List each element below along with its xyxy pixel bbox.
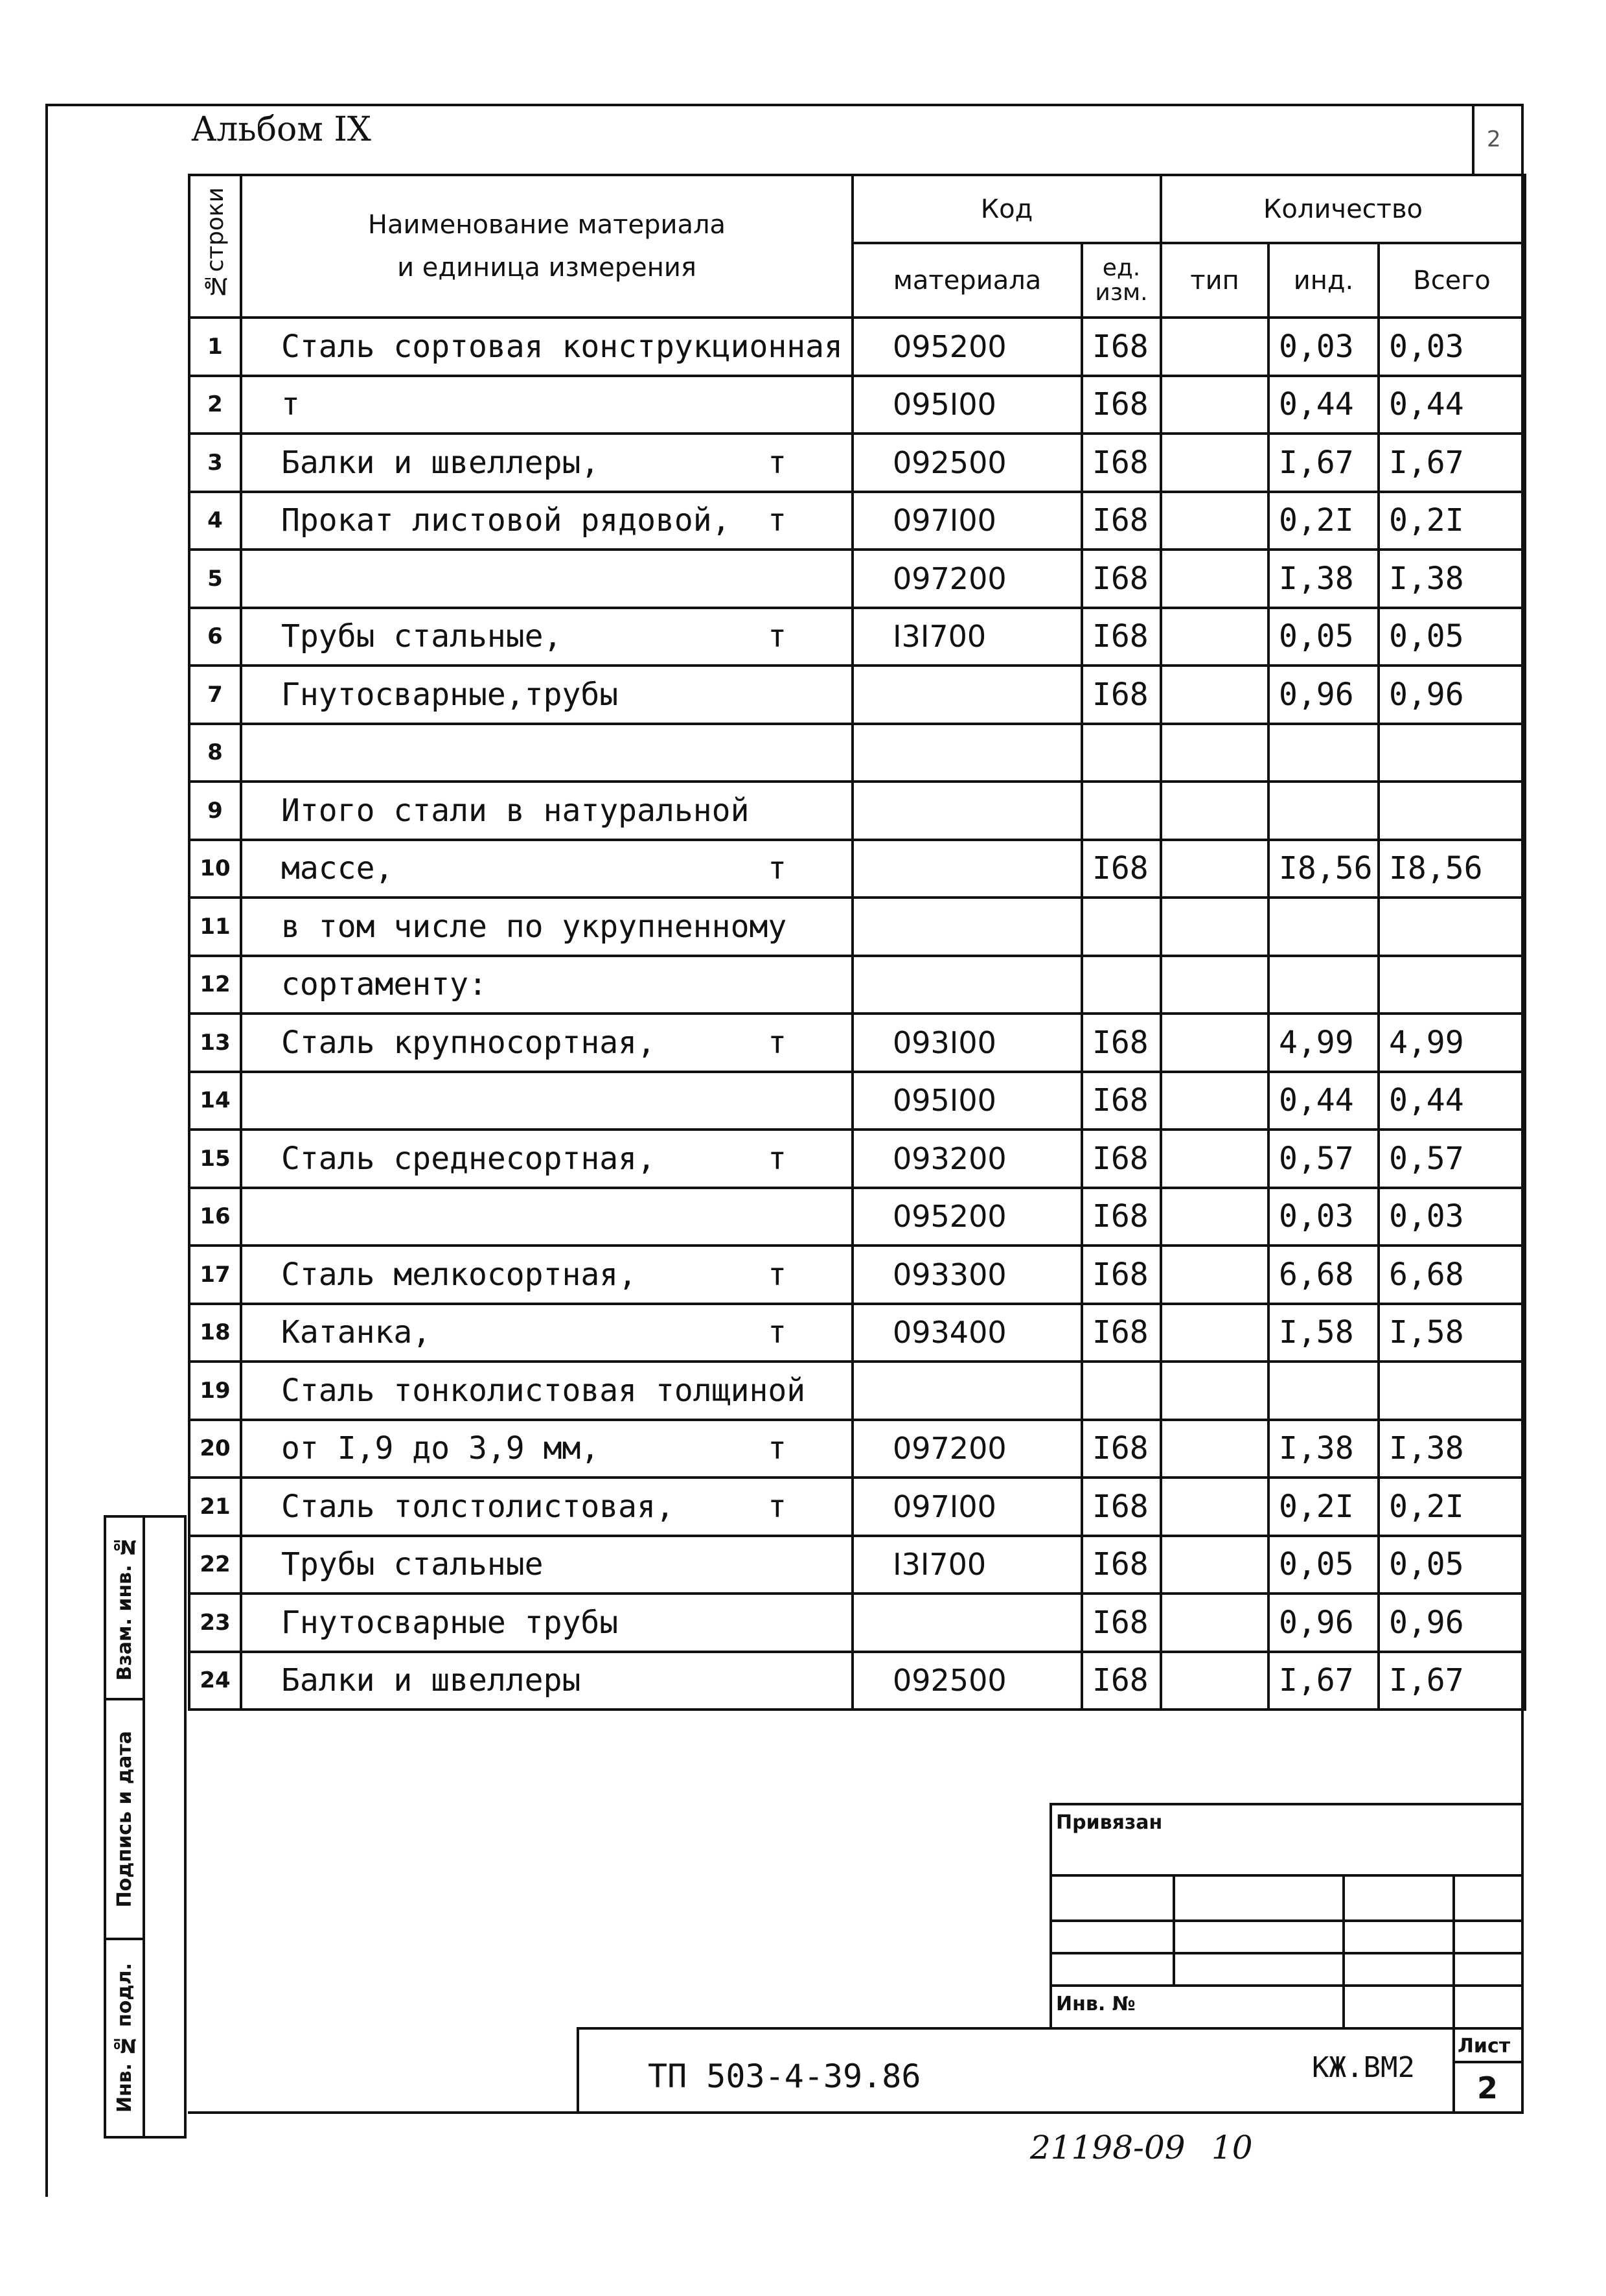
row-number: 3 (189, 434, 241, 492)
tb-main-top (577, 2027, 1524, 2030)
row-number: 8 (189, 724, 241, 782)
qty-ind: 0,03 (1268, 318, 1379, 376)
qty-total: 0,96 (1379, 666, 1525, 724)
material-name (241, 898, 853, 956)
frame-top (45, 104, 1524, 106)
qty-total: 0,44 (1379, 1072, 1525, 1130)
materials-table (188, 174, 1526, 1711)
material-name (241, 1304, 853, 1362)
qty-type (1161, 1014, 1268, 1072)
material-name-text: Сталь среднесортная, (281, 1140, 656, 1177)
row-number: 2 (189, 376, 241, 434)
material-code: 097I00 (853, 1478, 1082, 1536)
material-code: 095I00 (853, 1072, 1082, 1130)
code-header: Код (853, 175, 1161, 243)
material-code (853, 724, 1082, 782)
doc-number: ТП 503-4-39.86 (648, 2058, 921, 2095)
material-code (853, 840, 1082, 898)
qty-type (1161, 1594, 1268, 1652)
material-name (241, 1072, 853, 1130)
code-material-header: материала (853, 243, 1082, 318)
material-name-text: в том числе по укрупненному (281, 908, 787, 945)
qty-ind: 0,57 (1268, 1130, 1379, 1188)
material-name-text: Сталь сортовая конструкционная (281, 328, 843, 365)
qty-type (1161, 1188, 1268, 1246)
unit-code: I68 (1082, 1188, 1161, 1246)
row-number: 5 (189, 550, 241, 608)
table-row (189, 1362, 1525, 1420)
quantity-header: Количество (1161, 175, 1525, 243)
qty-ind (1268, 1362, 1379, 1420)
row-number: 23 (189, 1594, 241, 1652)
inv-orig-label: Инв. № подл. (113, 1963, 136, 2113)
row-number: 9 (189, 782, 241, 840)
qty-total: 0,05 (1379, 608, 1525, 666)
qty-type (1161, 492, 1268, 550)
qty-type (1161, 1130, 1268, 1188)
corner-box-line (1472, 104, 1474, 174)
qty-total (1379, 898, 1525, 956)
row-number: 10 (189, 840, 241, 898)
unit-code: I68 (1082, 318, 1161, 376)
table-row (189, 1072, 1525, 1130)
material-name (241, 318, 853, 376)
qty-type-header: тип (1161, 243, 1268, 318)
qty-total: I,67 (1379, 434, 1525, 492)
side-stamp (104, 1515, 187, 2139)
material-code: 095I00 (853, 376, 1082, 434)
material-code (853, 782, 1082, 840)
unit-code: I68 (1082, 840, 1161, 898)
material-name (241, 608, 853, 666)
qty-total: 0,05 (1379, 1536, 1525, 1594)
tb-main-left (577, 2027, 579, 2114)
row-number: 18 (189, 1304, 241, 1362)
unit-code: I68 (1082, 1130, 1161, 1188)
material-name (241, 666, 853, 724)
qty-type (1161, 840, 1268, 898)
material-name (241, 1362, 853, 1420)
qty-type (1161, 956, 1268, 1014)
material-name (241, 1536, 853, 1594)
unit-code: I68 (1082, 492, 1161, 550)
material-code: 097200 (853, 1420, 1082, 1478)
sign-date-cell (106, 1700, 145, 1940)
qty-total: 0,03 (1379, 1188, 1525, 1246)
qty-total: 0,2I (1379, 492, 1525, 550)
bound-label: Привязан (1056, 1811, 1163, 1834)
material-code (853, 666, 1082, 724)
material-unit: т (768, 444, 786, 481)
qty-type (1161, 318, 1268, 376)
qty-type (1161, 724, 1268, 782)
unit-code: I68 (1082, 550, 1161, 608)
qty-type (1161, 1072, 1268, 1130)
row-number: 16 (189, 1188, 241, 1246)
material-name (241, 434, 853, 492)
qty-type (1161, 782, 1268, 840)
table-row (189, 956, 1525, 1014)
qty-type (1161, 1362, 1268, 1420)
material-name (241, 376, 853, 434)
material-unit: т (768, 1024, 786, 1061)
material-code: 093300 (853, 1246, 1082, 1304)
row-number: 21 (189, 1478, 241, 1536)
material-unit: т (768, 1314, 786, 1351)
qty-total: 0,96 (1379, 1594, 1525, 1652)
material-name-text: от I,9 до 3,9 мм, (281, 1430, 600, 1467)
material-code: 097200 (853, 550, 1082, 608)
row-number: 19 (189, 1362, 241, 1420)
table-row (189, 840, 1525, 898)
unit-code: I68 (1082, 1478, 1161, 1536)
table-row (189, 898, 1525, 956)
qty-type (1161, 434, 1268, 492)
material-unit: т (768, 850, 786, 887)
material-code: 095200 (853, 1188, 1082, 1246)
table-row (189, 1130, 1525, 1188)
material-unit: т (768, 1140, 786, 1177)
material-name (241, 1130, 853, 1188)
material-name-text: Сталь мелкосортная, (281, 1256, 637, 1293)
qty-total: 0,2I (1379, 1478, 1525, 1536)
qty-type (1161, 550, 1268, 608)
qty-ind: 0,05 (1268, 1536, 1379, 1594)
qty-total (1379, 724, 1525, 782)
row-number: 6 (189, 608, 241, 666)
frame-bottom (188, 2111, 1524, 2114)
material-name-text: Трубы стальные (281, 1546, 544, 1583)
qty-total-header: Всего (1379, 243, 1525, 318)
material-name-text: Гнутосварные трубы (281, 1604, 619, 1641)
material-name (241, 1478, 853, 1536)
row-number: 1 (189, 318, 241, 376)
material-name-text: Балки и швеллеры, (281, 444, 600, 481)
qty-type (1161, 1420, 1268, 1478)
corner-mark: 2 (1487, 126, 1501, 152)
table-row (189, 1594, 1525, 1652)
row-number: 7 (189, 666, 241, 724)
qty-ind (1268, 898, 1379, 956)
qty-type (1161, 666, 1268, 724)
table-row (189, 1188, 1525, 1246)
table-row (189, 608, 1525, 666)
table-row (189, 1478, 1525, 1536)
material-name-text: Трубы стальные, (281, 618, 562, 655)
unit-code (1082, 782, 1161, 840)
unit-code: I68 (1082, 1072, 1161, 1130)
unit-code: I68 (1082, 608, 1161, 666)
unit-code: I68 (1082, 1246, 1161, 1304)
material-unit: т (768, 1430, 786, 1467)
archive-number: 21198-09 (1030, 2129, 1186, 2166)
qty-ind: 0,03 (1268, 1188, 1379, 1246)
material-name-text: Итого стали в натуральной (281, 792, 750, 829)
qty-type (1161, 1246, 1268, 1304)
material-unit: т (768, 1256, 786, 1293)
material-name (241, 1420, 853, 1478)
qty-total: I,58 (1379, 1304, 1525, 1362)
material-code: I3I700 (853, 608, 1082, 666)
qty-ind (1268, 956, 1379, 1014)
qty-ind: I8,56 (1268, 840, 1379, 898)
material-code: 093400 (853, 1304, 1082, 1362)
qty-ind: 0,96 (1268, 1594, 1379, 1652)
unit-code: I68 (1082, 1652, 1161, 1710)
row-number: 13 (189, 1014, 241, 1072)
sign-date-label: Подпись и дата (113, 1730, 136, 1908)
qty-type (1161, 898, 1268, 956)
qty-ind: I,67 (1268, 1652, 1379, 1710)
unit-code (1082, 724, 1161, 782)
material-name (241, 1246, 853, 1304)
qty-type (1161, 1536, 1268, 1594)
qty-ind: 0,44 (1268, 376, 1379, 434)
row-number: 20 (189, 1420, 241, 1478)
material-name-text: массе, (281, 850, 394, 887)
material-code (853, 956, 1082, 1014)
qty-ind: I,67 (1268, 434, 1379, 492)
qty-total (1379, 782, 1525, 840)
replace-inv-cell (106, 1518, 145, 1700)
material-code: 095200 (853, 318, 1082, 376)
tb-v1 (1173, 1874, 1175, 1987)
unit-code: I68 (1082, 1536, 1161, 1594)
qty-ind: 0,05 (1268, 608, 1379, 666)
row-number: 15 (189, 1130, 241, 1188)
row-number: 12 (189, 956, 241, 1014)
qty-total (1379, 1362, 1525, 1420)
table-row (189, 492, 1525, 550)
page-number: 10 (1211, 2129, 1253, 2166)
qty-ind: I,38 (1268, 1420, 1379, 1478)
material-code: 093200 (853, 1130, 1082, 1188)
unit-code (1082, 898, 1161, 956)
material-name (241, 492, 853, 550)
material-name-text: т (281, 386, 300, 423)
qty-ind: 0,2I (1268, 1478, 1379, 1536)
material-name (241, 782, 853, 840)
tb-bound-top (1050, 1803, 1524, 1805)
code-unit-header: ед. изм. (1082, 243, 1161, 318)
qty-ind: I,38 (1268, 550, 1379, 608)
material-code: 097I00 (853, 492, 1082, 550)
material-name-text: Прокат листовой рядовой, (281, 502, 731, 539)
qty-total: I,67 (1379, 1652, 1525, 1710)
qty-total: I8,56 (1379, 840, 1525, 898)
qty-type (1161, 1478, 1268, 1536)
qty-total: 0,57 (1379, 1130, 1525, 1188)
material-code: 092500 (853, 434, 1082, 492)
row-number: 4 (189, 492, 241, 550)
qty-total: 6,68 (1379, 1246, 1525, 1304)
table-row (189, 550, 1525, 608)
tb-v2 (1342, 1874, 1345, 2030)
table-row (189, 434, 1525, 492)
table-row (189, 1652, 1525, 1710)
table-row (189, 724, 1525, 782)
material-code (853, 898, 1082, 956)
qty-ind: 0,2I (1268, 492, 1379, 550)
material-code: 092500 (853, 1652, 1082, 1710)
qty-ind: 0,44 (1268, 1072, 1379, 1130)
qty-total: 0,03 (1379, 318, 1525, 376)
name-header: Наименование материала и единица измерения (241, 175, 853, 318)
material-name (241, 956, 853, 1014)
qty-ind: 6,68 (1268, 1246, 1379, 1304)
doc-mark: КЖ.ВМ2 (1312, 2051, 1415, 2084)
unit-code: I68 (1082, 1420, 1161, 1478)
table-row (189, 782, 1525, 840)
frame-left (45, 104, 48, 2197)
unit-code: I68 (1082, 666, 1161, 724)
row-number: 22 (189, 1536, 241, 1594)
material-name-text: Катанка, (281, 1314, 431, 1351)
material-unit: т (768, 502, 786, 539)
table-row (189, 1536, 1525, 1594)
material-name (241, 724, 853, 782)
qty-type (1161, 1304, 1268, 1362)
tb-sheet-sep (1452, 2061, 1524, 2063)
rows-header: №строки (189, 175, 241, 318)
unit-code (1082, 1362, 1161, 1420)
table-row (189, 1014, 1525, 1072)
qty-total: I,38 (1379, 1420, 1525, 1478)
material-name-text: Гнутосварные,трубы (281, 676, 619, 713)
material-name-text: Сталь тонколистовая толщиной (281, 1372, 806, 1409)
qty-ind: 4,99 (1268, 1014, 1379, 1072)
unit-code: I68 (1082, 1594, 1161, 1652)
row-number: 17 (189, 1246, 241, 1304)
qty-type (1161, 376, 1268, 434)
replace-inv-label: Взам. инв. № (113, 1535, 136, 1681)
material-code (853, 1362, 1082, 1420)
material-name-text: сортаменту: (281, 966, 487, 1003)
material-unit: т (768, 1488, 786, 1525)
album-title: Альбом IX (191, 110, 371, 149)
sheet-number: 2 (1477, 2070, 1498, 2105)
material-name (241, 840, 853, 898)
unit-code (1082, 956, 1161, 1014)
qty-type (1161, 608, 1268, 666)
qty-ind (1268, 724, 1379, 782)
material-name (241, 1652, 853, 1710)
table-row (189, 1304, 1525, 1362)
table-row (189, 318, 1525, 376)
tb-v3 (1452, 1874, 1455, 2114)
material-name (241, 1014, 853, 1072)
material-code (853, 1594, 1082, 1652)
material-unit: т (768, 618, 786, 655)
material-name (241, 1594, 853, 1652)
material-name-text: Балки и швеллеры (281, 1662, 581, 1699)
material-code: I3I700 (853, 1536, 1082, 1594)
qty-ind (1268, 782, 1379, 840)
material-name (241, 1188, 853, 1246)
unit-code: I68 (1082, 434, 1161, 492)
tb-bound-left (1050, 1803, 1052, 2030)
qty-ind: 0,96 (1268, 666, 1379, 724)
row-number: 11 (189, 898, 241, 956)
material-name-text: Сталь крупносортная, (281, 1024, 656, 1061)
qty-ind: I,58 (1268, 1304, 1379, 1362)
table-row (189, 1420, 1525, 1478)
qty-total (1379, 956, 1525, 1014)
qty-total: I,38 (1379, 550, 1525, 608)
inv-orig-cell (106, 1940, 145, 2136)
material-code: 093I00 (853, 1014, 1082, 1072)
table-row (189, 666, 1525, 724)
table-row (189, 376, 1525, 434)
unit-code: I68 (1082, 376, 1161, 434)
qty-total: 0,44 (1379, 376, 1525, 434)
unit-code: I68 (1082, 1304, 1161, 1362)
table-row (189, 1246, 1525, 1304)
inv-no-label: Инв. № (1056, 1993, 1136, 2015)
qty-ind-header: инд. (1268, 243, 1379, 318)
row-number: 14 (189, 1072, 241, 1130)
material-name-text: Сталь толстолистовая, (281, 1488, 674, 1525)
material-name (241, 550, 853, 608)
qty-type (1161, 1652, 1268, 1710)
unit-code: I68 (1082, 1014, 1161, 1072)
qty-total: 4,99 (1379, 1014, 1525, 1072)
row-number: 24 (189, 1652, 241, 1710)
sheet-label: Лист (1458, 2035, 1511, 2058)
